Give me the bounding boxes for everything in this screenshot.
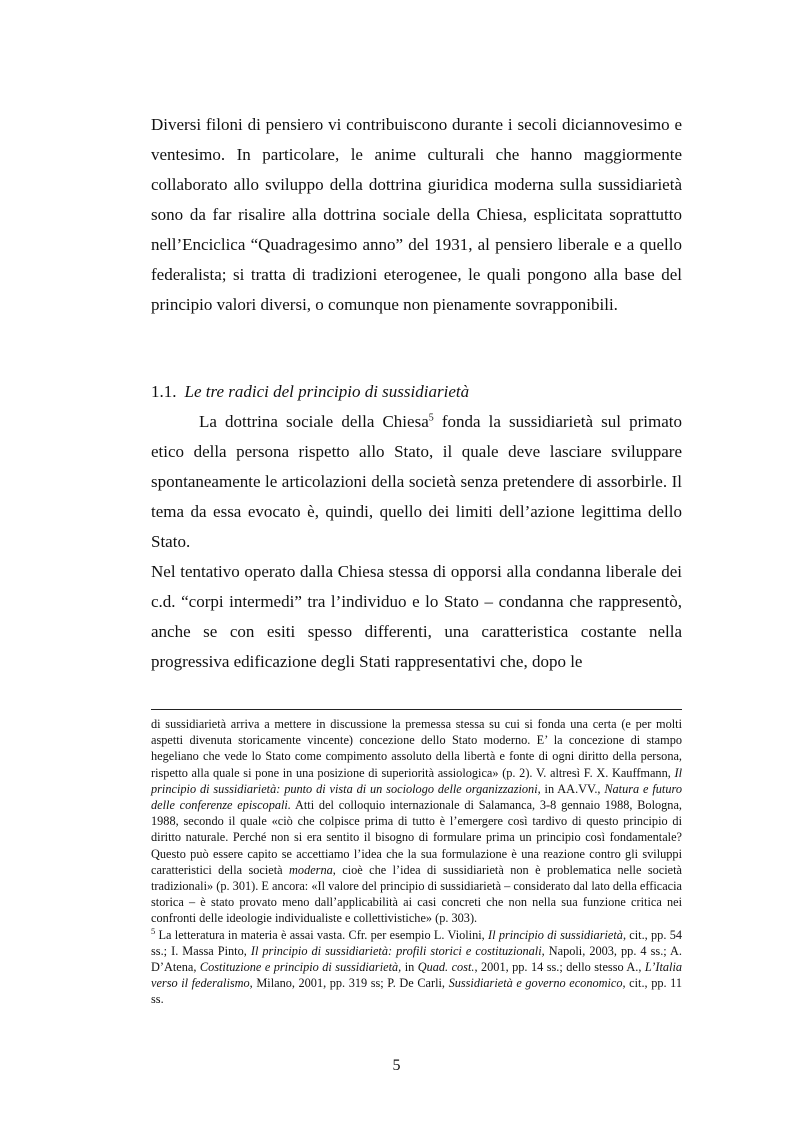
section-number: 1.1. [151,382,177,401]
footnote-italic: L’Italia verso il federalismo, [151,960,683,991]
footnote-number: 5 [151,925,156,936]
section-heading [151,377,682,407]
footnote-text: Napoli, 2003, pp. 4 ss.; A. D’Atena, [151,943,682,975]
footnote-italic: Il principio di sussidiarietà [488,927,623,942]
footnote-italic: Quad. cost. [417,960,475,975]
footnote-text: Milano, 2001, pp. 319 ss; P. De Carli, [252,976,449,991]
section-title: Le tre radici del principio di sussidiarietà [184,382,470,401]
footnote-italic: Costituzione e principio di sussidiarietà, [199,960,402,975]
footnote-italic: moderna [289,862,333,877]
footnote-text: in AA.VV., [540,781,605,796]
footnote-text: Atti del colloquio internazionale di Salamanca, 3-8 gennaio 1988, Bologna, 1988, secondo il quale «ciò che colpisce prima di tutto è l’emergere così tardivo di questo principio di diritto naturale. Perché non si era sentito il bisogno di formulare prima un principio così fondamentale? Questo può essere capito se accettiamo l’idea che la sua formulazione è una reazione contro gli sviluppi caratteristici della società [151,798,682,877]
footnote-italic: Sussidiarietà e governo economico, [448,976,626,991]
footnote-italic: Il principio di sussidiarietà: profili storici e costituzionali, [250,943,545,958]
paragraph-text: fonda la sussidiarietà sul primato etico della persona rispetto allo Stato, il quale deve lasciare sviluppare spontaneamente le articolazioni della società senza pretendere di assorbirle. Il tema da essa evocato è, quindi, quello dei limiti dell’azione legittima dello Stato. [151,412,682,551]
body-paragraph-2-3 [151,407,682,677]
footnote-text: , cioè che l’idea di sussidiarietà non è problematica nelle società tradizionali» (p. 301). E ancora: «Il valore del principio di sussidiarietà – considerato dal lato della efficacia storica – è stato provato meno dall’applicabilità ai casi concreti che non nella sua funzione critica nei confronti delle ideologie individualiste e collettivistiche» (p. 303). [151,862,682,926]
body-paragraph-2 [151,407,682,557]
footnote-5 [151,927,682,1008]
footnote-text: La letteratura in materia è assai vasta. Cfr. per esempio L. Violini, [155,927,489,942]
footnote-italic: Natura e futuro delle conferenze episcopali. [151,781,682,813]
footnotes [151,716,682,1008]
body-paragraph-3: Nel tentativo operato dalla Chiesa stessa di opporsi alla condanna liberale dei c.d. “corpi intermedi” tra l’individuo e lo Stato – condanna che rappresentò, anche se con esiti spesso differenti, una caratteristica costante nella progressiva edificazione degli Stati rappresentativi che, dopo le [151,562,682,671]
footnote-italic: Il principio di sussidiarietà: punto di vista di un sociologo delle organizzazioni, [151,765,682,796]
body-paragraph-1 [151,110,682,320]
footnote-text: in [401,960,418,975]
paragraph-text: La dottrina sociale della Chiesa [199,412,429,431]
footnote-continuation [151,716,682,927]
paragraph-text: Diversi filoni di pensiero vi contribuiscono durante i secoli diciannovesimo e ventesimo. In particolare, le anime culturali che hanno maggiormente collaborato allo sviluppo della dottrina giuridica moderna sulla sussidiarietà sono da far risalire alla dottrina sociale della Chiesa, esplicitata soprattutto nell’Enciclica “Quadragesimo anno” del 1931, al pensiero liberale e a quello federalista; si tratta di tradizioni eterogenee, le quali pongono alla base del principio valori diversi, o comunque non pienamente sovrapponibili. [151,115,682,314]
footnote-text: cit., pp. 11 ss. [151,976,682,1007]
footnote-ref-5[interactable]: 5 [428,412,434,424]
footnote-text: , cit., pp. 54 ss.; I. Massa Pinto, [151,927,683,958]
page-number: 5 [392,1057,401,1074]
footnote-text: di sussidiarietà arriva a mettere in discussione la premessa stessa su cui si fonda una certa (e per molti aspetti divenuta storicamente vincente) concezione dello Stato moderno. E’ la concezione di stampo hegeliano che vede lo Stato come compimento assoluto della libertà e fonte di ogni diritto della persona, rispetto alla quale si pone in una posizione di superiorità assiologica» (p. 2). V. altresì F. X. Kauffmann, [151,717,682,780]
footnote-text: , 2001, pp. 14 ss.; dello stesso A., [474,960,645,975]
footnote-separator [151,709,682,710]
